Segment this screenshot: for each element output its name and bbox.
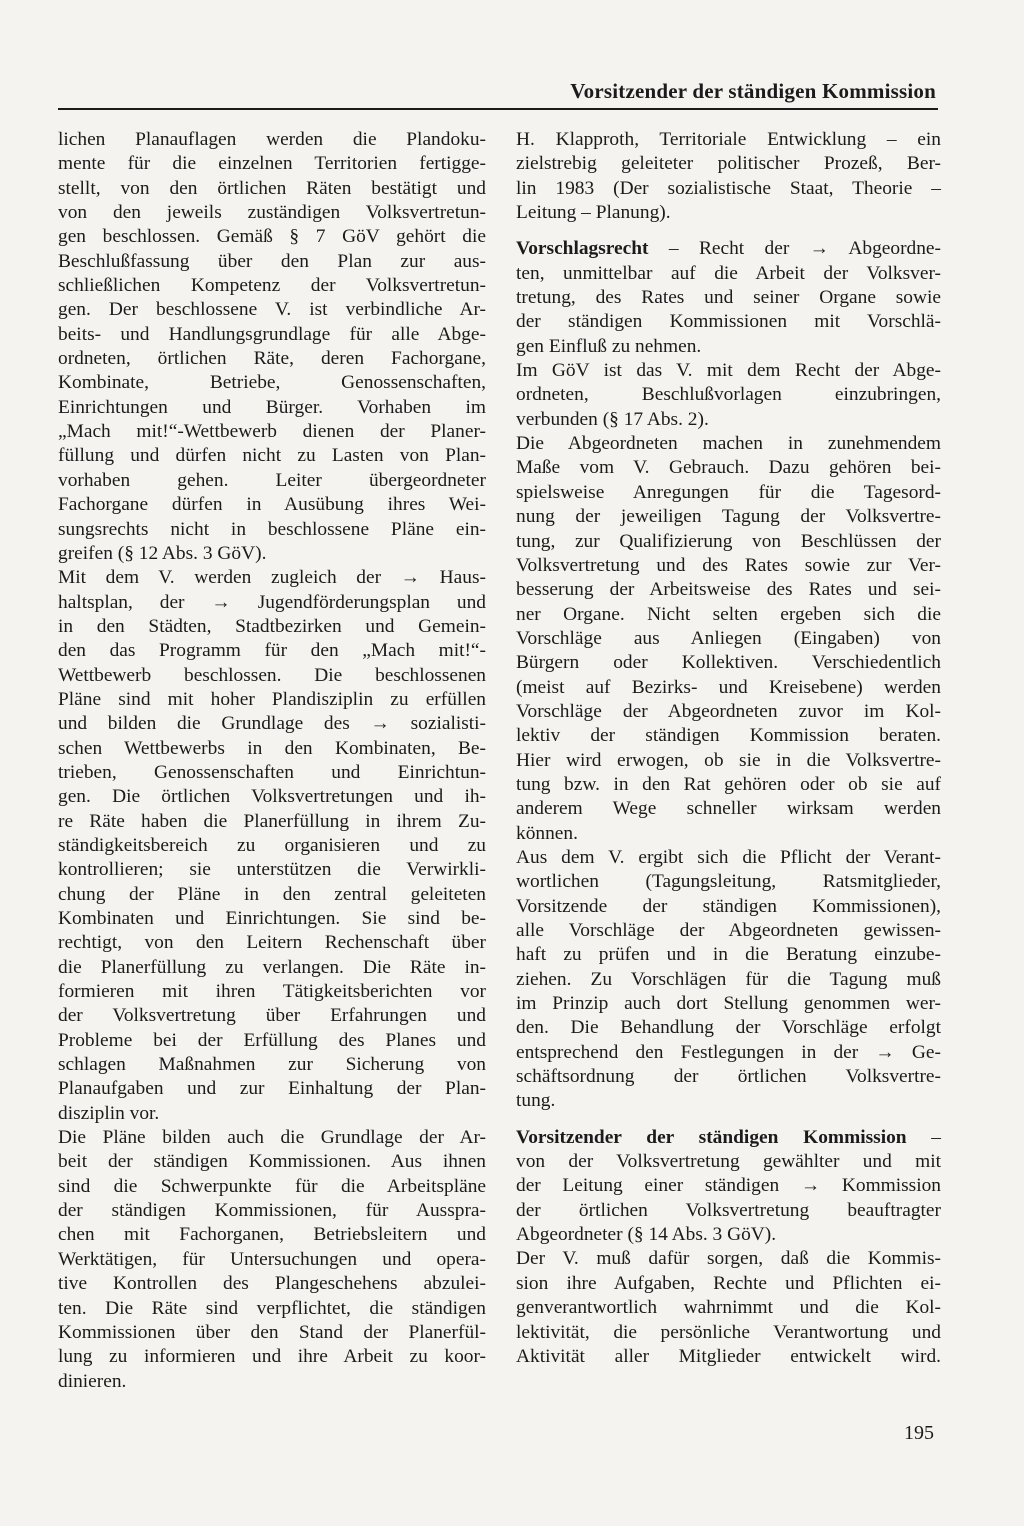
text-line: dinieren. (58, 1370, 127, 1392)
text-line: schließlichen Kompetenz der Volksvertretun- (58, 275, 486, 297)
text-line: chung der Pläne in den zentral geleiteten (58, 883, 486, 905)
text-line: von den jeweils zuständigen Volksvertretun- (58, 202, 486, 224)
text-line: Im GöV ist das V. mit dem Recht der Abge- (516, 360, 941, 382)
running-header-title: Vorsitzender der ständigen Kommission (570, 79, 936, 103)
text-line: Vorsitzende der ständigen Kommissionen), (516, 895, 941, 917)
entry-term: Vorschlagsrecht (516, 238, 649, 260)
text-line: schen Wettbewerbs in den Kombinaten, Be- (58, 737, 486, 759)
text-line: tive Kontrollen des Plangeschehens abzulei- (58, 1273, 486, 1295)
text-line: sungsrechts nicht in beschlossene Pläne ein- (58, 518, 486, 540)
text-line: Aktivität aller Mitglieder entwickelt wird. (516, 1345, 941, 1367)
text-line: mente für die einzelnen Territorien fertigge- (58, 153, 486, 175)
text-line: lektiv der ständigen Kommission beraten. (516, 725, 941, 747)
text-line: von der Volksvertretung gewählter und mit (516, 1151, 941, 1173)
text-line: Fachorgane dürfen in Ausübung ihres Wei- (58, 494, 486, 516)
text-line: Werktätigen, für Untersuchungen und opera- (58, 1248, 486, 1270)
text-line: „Mach mit!“-Wettbewerb dienen der Planer- (58, 421, 486, 443)
text-line: tung. (516, 1090, 556, 1112)
text-line: der ständigen Kommissionen mit Vorschlä- (516, 311, 941, 333)
text-line: der Volksvertretung über Erfahrungen und (58, 1005, 486, 1027)
text-line: ziehen. Zu Vorschlägen für die Tagung muß (516, 968, 941, 990)
text-line: Der V. muß dafür sorgen, daß die Kommis- (516, 1248, 941, 1270)
text-line: Hier wird erwogen, ob sie in die Volksvertre- (516, 749, 941, 771)
text-line: tretung, des Rates und seiner Organe sowie (516, 287, 941, 309)
text-line: Bürgern oder Kollektiven. Verschiedentlich (516, 652, 941, 674)
text-line: rechtigt, von den Leitern Rechenschaft über (58, 932, 486, 954)
page-number: 195 (904, 1422, 934, 1444)
text-line: Mit dem V. werden zugleich der → Haus- (58, 567, 486, 589)
text-line: können. (516, 822, 578, 844)
text-line: ten. Die Räte sind verpflichtet, die ständigen (58, 1297, 486, 1319)
text-line: lin 1983 (Der sozialistische Staat, Theorie – (516, 177, 941, 199)
text-line: spielsweise Anregungen für die Tagesord- (516, 481, 941, 503)
text-line: Die Pläne bilden auch die Grundlage der Ar- (58, 1127, 486, 1149)
text-line: schäftsordnung der örtlichen Volksvertre- (516, 1066, 941, 1088)
text-line: Volksvertretung und des Rates sowie zur Ver- (516, 554, 941, 576)
text-line: Probleme bei der Erfüllung des Planes und (58, 1029, 486, 1051)
text-line: besserung der Arbeitsweise des Rates und sei- (516, 579, 941, 601)
text-line: in den Städten, Stadtbezirken und Gemein- (58, 615, 486, 637)
left-column (58, 128, 486, 1394)
text-line: sind die Schwerpunkte für die Arbeitspläne (58, 1175, 486, 1197)
text-line: greifen (§ 12 Abs. 3 GöV). (58, 542, 267, 564)
text-line: gen. Der beschlossene V. ist verbindliche Ar- (58, 299, 486, 321)
text-line: Die Abgeordneten machen in zunehmendem (516, 433, 941, 455)
entry-vorschlagsrecht (516, 237, 941, 1113)
text-line: zielstrebig geleiteter politischer Prozeß, Ber- (516, 153, 941, 175)
text-line: beit der ständigen Kommissionen. Aus ihnen (58, 1151, 486, 1173)
entry-term: Vorsitzender der ständigen Kommission (516, 1126, 907, 1148)
text-line: beits- und Handlungsgrundlage für alle Abge- (58, 323, 486, 345)
text-line: Kombinaten und Einrichtungen. Sie sind be- (58, 908, 486, 929)
text-line: Einrichtungen und Bürger. Vorhaben im (58, 396, 486, 418)
text-line: genverantwortlich wahrnimmt und die Kol- (516, 1297, 941, 1319)
text-line: sion ihre Aufgaben, Rechte und Pflichten ei- (516, 1272, 941, 1294)
text-line: formieren mit ihren Tätigkeitsberichten vor (58, 981, 486, 1003)
text-line: ten, unmittelbar auf die Arbeit der Volksver- (516, 262, 941, 284)
text-line: lektivität, die persönliche Verantwortung und (516, 1321, 941, 1343)
text-line: vorhaben gehen. Leiter übergeordneter (58, 469, 486, 491)
text-line: tung, zur Qualifizierung von Beschlüssen der (516, 530, 941, 552)
text-line: nung der jeweiligen Tagung der Volksvertre- (516, 506, 941, 528)
text-line: der ständigen Kommissionen, für Ausspra- (58, 1200, 486, 1222)
entry-vorsitzender (516, 1126, 941, 1369)
text-line: H. Klapproth, Territoriale Entwicklung – ein (516, 129, 941, 150)
text-line: Aus dem V. ergibt sich die Pflicht der Verant- (516, 846, 941, 868)
text-line: den. Die Behandlung der Vorschläge erfolgt (516, 1017, 941, 1039)
text-line: der Leitung einer ständigen → Kommission (516, 1175, 941, 1197)
text-line: haft zu prüfen und in die Beratung einzube- (516, 944, 941, 966)
text-line: und bilden die Grundlage des → sozialisti- (58, 713, 486, 735)
text-line: Wettbewerb beschlossen. Die beschlossenen (58, 664, 486, 686)
right-column (516, 128, 941, 1369)
text-line: ordneten, Beschlußvorlagen einzubringen, (516, 384, 941, 406)
text-line: verbunden (§ 17 Abs. 2). (516, 408, 709, 430)
text-line: wortlichen (Tagungsleitung, Ratsmitglieder, (516, 871, 941, 893)
text-line: Pläne sind mit hoher Plandisziplin zu erfüllen (58, 688, 486, 710)
text-line: ordneten, örtlichen Räte, deren Fachorgane, (58, 348, 486, 370)
text-line: Planaufgaben und zur Einhaltung der Plan- (58, 1078, 486, 1100)
text-line: anderem Wege schneller wirksam werden (516, 798, 941, 820)
text-line: den das Programm für den „Mach mit!“- (58, 640, 486, 662)
text-line: disziplin vor. (58, 1102, 160, 1124)
text-line: stellt, von den örtlichen Räten bestätigt und (58, 177, 486, 199)
text-line: gen Einfluß zu nehmen. (516, 335, 702, 357)
text-line: ständigkeitsbereich zu organisieren und zu (58, 834, 486, 856)
text-line: kontrollieren; sie unterstützen die Verwirkli- (58, 859, 486, 881)
text-line: Kombinate, Betriebe, Genossenschaften, (58, 372, 486, 394)
text-line: im Prinzip auch dort Stellung genommen wer- (516, 993, 941, 1015)
text-line: chen mit Fachorganen, Betriebsleitern und (58, 1224, 486, 1246)
text-line: gen. Die örtlichen Volksvertretungen und ih- (58, 786, 486, 808)
text-line: (meist auf Bezirks- und Kreisebene) werden (516, 676, 941, 698)
entry-first-line (516, 1126, 941, 1150)
entry-first-line-rest: – (906, 1126, 942, 1148)
text-line: Vorschläge aus Anliegen (Eingaben) von (516, 627, 941, 649)
text-line: trieben, Genossenschaften und Einrichtun- (58, 761, 486, 783)
text-line: haltsplan, der → Jugendförderungsplan und (58, 591, 486, 613)
text-line: Vorschläge der Abgeordneten zuvor im Kol- (516, 700, 941, 722)
text-line: der örtlichen Volksvertretung beauftragter (516, 1199, 941, 1221)
text-line: alle Vorschläge der Abgeordneten gewissen- (516, 920, 941, 941)
text-line: Abgeordneter (§ 14 Abs. 3 GöV). (516, 1224, 777, 1246)
entry-first-line (516, 237, 941, 261)
text-line: tung bzw. in den Rat gehören oder ob sie auf (516, 773, 941, 795)
entry-first-line-rest: – Recht der → Abgeordne- (648, 238, 941, 260)
text-line: Beschlußfassung über den Plan zur aus- (58, 250, 486, 272)
text-line: gen beschlossen. Gemäß § 7 GöV gehört die (58, 226, 486, 248)
text-line: die Planerfüllung zu verlangen. Die Räte in- (58, 956, 486, 978)
literature-reference (516, 128, 941, 225)
text-line: Maße vom V. Gebrauch. Dazu gehören bei- (516, 457, 941, 479)
text-line: Leitung – Planung). (516, 202, 671, 224)
text-line: füllung und dürfen nicht zu Lasten von Plan- (58, 445, 486, 467)
text-line: entsprechend den Festlegungen in der → Ge- (516, 1041, 941, 1063)
running-header (58, 66, 938, 110)
text-line: ner Organe. Nicht selten ergeben sich die (516, 603, 941, 625)
text-line: re Räte haben die Planerfüllung in ihrem Zu- (58, 810, 486, 832)
text-line: Kommissionen über den Stand der Planerfül- (58, 1321, 486, 1343)
text-line: lung zu informieren und ihre Arbeit zu koor- (58, 1346, 486, 1368)
text-line: schlagen Maßnahmen zur Sicherung von (58, 1054, 486, 1076)
text-line: lichen Planauflagen werden die Plandoku- (58, 129, 486, 150)
